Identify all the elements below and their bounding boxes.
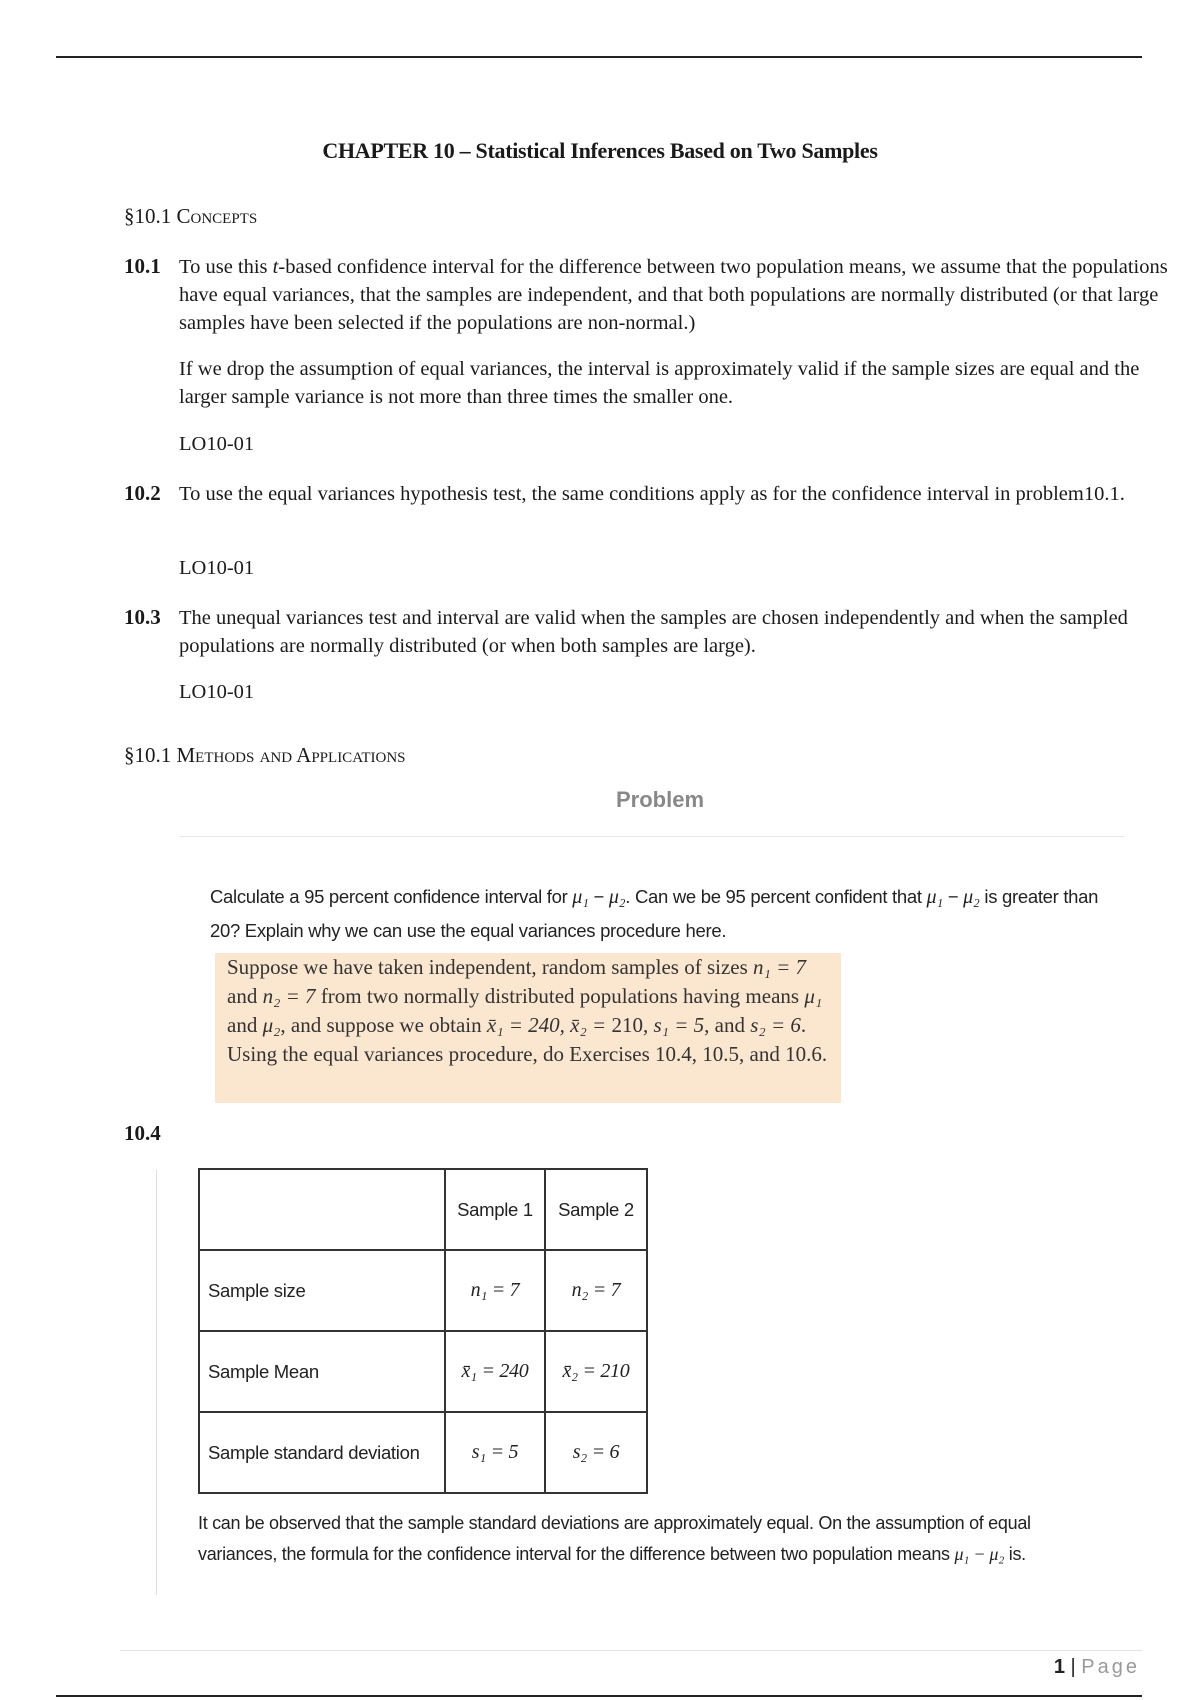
- table-row: [199, 1250, 647, 1331]
- problem-divider: [180, 836, 1124, 837]
- question-number-10-3: 10.3: [124, 605, 161, 629]
- question-10-1-text: To use this t-based confidence interval for the difference between two population means, we assume that the populations have equal variances, that the samples are independent, and that both populations are normally distributed (or that large samples have been selected if the populations are non-normal.): [179, 256, 1168, 334]
- observation-text: It can be observed that the sample standard deviations are approximately equal. On the assumption of equal variances, the formula for the confidence interval for the difference between two population means μ₁ − μ₂ is.: [198, 1513, 1031, 1564]
- table-header-cell: [199, 1169, 445, 1250]
- table-cell: x̄₁ = 240: [445, 1331, 545, 1412]
- section-concepts-heading: §10.1 Concepts: [124, 204, 258, 228]
- question-number-10-4: 10.4: [124, 1121, 161, 1145]
- table-cell: Sample standard deviation: [199, 1412, 445, 1493]
- table-cell: Sample size: [199, 1250, 445, 1331]
- table-row: [199, 1412, 647, 1493]
- learning-objective-10-3: LO10-01: [179, 681, 255, 703]
- sample-statistics-table: [198, 1168, 648, 1494]
- question-number-10-1: 10.1: [124, 254, 161, 278]
- table-header-row: [199, 1169, 647, 1250]
- table-cell: Sample Mean: [199, 1331, 445, 1412]
- table-header-cell: Sample 2: [545, 1169, 647, 1250]
- table-row: [199, 1331, 647, 1412]
- footer-rule: [120, 1650, 1142, 1651]
- question-number-10-2: 10.2: [124, 481, 161, 505]
- top-rule: [56, 56, 1142, 58]
- problem-statement: Calculate a 95 percent confidence interval for μ₁ − μ₂. Can we be 95 percent confident that μ₁ − μ₂ is greater than 20? Explain why we can use the equal variances procedure here.: [210, 886, 1099, 941]
- learning-objective-10-1: LO10-01: [179, 433, 255, 455]
- table-header-cell: Sample 1: [445, 1169, 545, 1250]
- question-10-2-text: To use the equal variances hypothesis test, the same conditions apply as for the confidence interval in problem10.1.: [179, 483, 1125, 505]
- solution-side-bar: [156, 1170, 157, 1595]
- table-cell: x̄₂ = 210: [545, 1331, 647, 1412]
- highlighted-exercise-text: Suppose we have taken independent, random samples of sizes n₁ = 7 and n₂ = 7 from two normally distributed populations having means μ₁ and μ₂, and suppose we obtain x̄₁ = 240, x̄₂ = 210, s₁ = 5, and s₂ = 6. Using the equal variances procedure, do Exercises 10.4, 10.5, and 10.6.: [227, 955, 828, 1066]
- bottom-rule: [56, 1695, 1142, 1697]
- chapter-title: CHAPTER 10 – Statistical Inferences Based on Two Samples: [322, 138, 878, 163]
- page-number: 1 | Page: [1053, 1656, 1140, 1678]
- question-10-1-para2: If we drop the assumption of equal variances, the interval is approximately valid if the sample sizes are equal and the larger sample variance is not more than three times the smaller one.: [179, 358, 1140, 408]
- learning-objective-10-2: LO10-01: [179, 557, 255, 579]
- table-cell: n₂ = 7: [545, 1250, 647, 1331]
- section-methods-heading: §10.1 Methods and Applications: [124, 743, 406, 767]
- problem-label: Problem: [615, 787, 705, 812]
- question-10-3-text: The unequal variances test and interval are valid when the samples are chosen independently and when the sampled populations are normally distributed (or when both samples are large).: [179, 607, 1128, 657]
- table-cell: n₁ = 7: [445, 1250, 545, 1331]
- table-cell: s₁ = 5: [445, 1412, 545, 1493]
- table-cell: s₂ = 6: [545, 1412, 647, 1493]
